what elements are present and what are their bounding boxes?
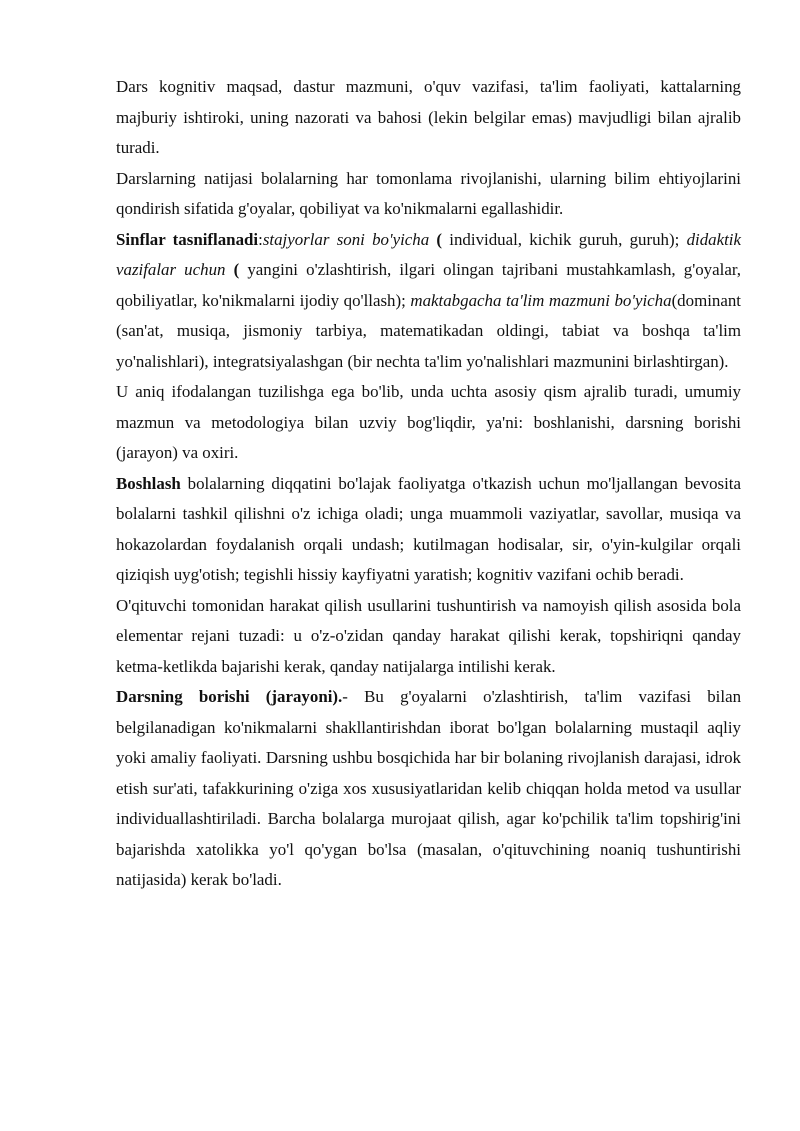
by-trainee-count-label: stajyorlar soni bo'yicha xyxy=(262,229,430,249)
document-page xyxy=(116,72,741,896)
open-paren-1: ( xyxy=(436,229,443,249)
open-paren-2: ( xyxy=(233,260,240,279)
lesson-process-text: - Bu g'oyalarni o'zlashtirish, ta'lim vazifasi bilan belgilanadigan ko'nikmalarni shakllantirishdan iborat bo'lgan bolalarning mustaqil aqliy yoki amaliy faoliyati. Darsning ushbu bosqichida har bir bolaning rivojlanish darajasi, idrok etish sur'ati, tafakkurining o'ziga xos xususiyatlaridan kelib chiqqan holda metod va usullar individuallashtiriladi. Barcha bolalarga murojaat qilish, agar ko'pchilik ta'lim topshirig'ini bajarishda xatolikka yo'l qo'ygan bo'lsa (masalan, o'qituvchining noaniq tushuntirishi natijasida) kerak bo'ladi. xyxy=(116,687,742,889)
lesson-process-heading: Darsning borishi (jarayoni). xyxy=(116,687,343,706)
paragraph-class-classification xyxy=(116,225,741,378)
paragraph-lesson-features: Dars kognitiv maqsad, dastur mazmuni, o'quv vazifasi, ta'lim faoliyati, kattalarning majburiy ishtiroki, uning nazorati va bahosi (lekin belgilar emas) mavjudligi bilan ajralib turadi. xyxy=(116,77,741,157)
preschool-content-types: (dominant (san'at, musiqa, jismoniy tarbiya, matematikadan oldingi, tabiat va boshqa ta'lim yo'nalishlari), integratsiyalashgan (bir nechta ta'lim yo'nalishlari mazmunini birlashtirgan). xyxy=(116,290,741,371)
didactic-task-types: yangini o'zlashtirish, ilgari olingan tajribani mustahkamlash, g'oyalar, qobiliyatlar, ko'nikmalarni ijodiy qo'llash); xyxy=(116,260,741,310)
space-2 xyxy=(225,260,233,279)
by-preschool-content-label: maktabgacha ta'lim mazmuni bo'yicha xyxy=(410,290,672,310)
paragraph-teacher-explanation: O'qituvchi tomonidan harakat qilish usullarini tushuntirish va namoyish qilish asosida bola elementar rejani tuzadi: u o'z-o'zidan qanday harakat qilishi kerak, topshiriqni qanday ketma-ketlikda bajarishi kerak, qanday natijalarga intilishi kerak. xyxy=(116,595,741,676)
paragraph-lesson-structure: U aniq ifodalangan tuzilishga ega bo'lib, unda uchta asosiy qism ajralib turadi, umumiy mazmun va metodologiya bilan uzviy bog'liqdir, ya'ni: boshlanishi, darsning borishi (jarayon) va oxiri. xyxy=(116,382,741,462)
by-didactic-tasks-label: didaktik vazifalar uchun xyxy=(116,229,741,279)
paragraph-lesson-process xyxy=(116,682,741,896)
beginning-text: bolalarning diqqatini bo'lajak faoliyatga o'tkazish uchun mo'ljallangan bevosita bolalarni tashkil qilishni o'z ichiga oladi; unga muammoli vaziyatlar, savollar, musiqa va hokazolardan foydalanish orqali undash; kutilmagan hodisalar, sir, o'yin-kulgilar orqali qiziqish uyg'otish; tegishli hissiy kayfiyatni yaratish; kognitiv vazifani ochib beradi. xyxy=(116,473,741,584)
paragraph-lesson-results: Darslarning natijasi bolalarning har tomonlama rivojlanishi, ularning bilim ehtiyojlarini qondirish sifatida g'oyalar, qobiliyat va ko'nikmalarni egallashidir. xyxy=(116,168,741,218)
classification-heading: Sinflar tasniflanadi xyxy=(116,229,259,249)
trainee-count-types: individual, kichik guruh, guruh); xyxy=(442,229,687,249)
beginning-heading: Boshlash xyxy=(116,473,181,493)
classification-colon: : xyxy=(258,229,263,249)
paragraph-beginning xyxy=(116,469,741,591)
